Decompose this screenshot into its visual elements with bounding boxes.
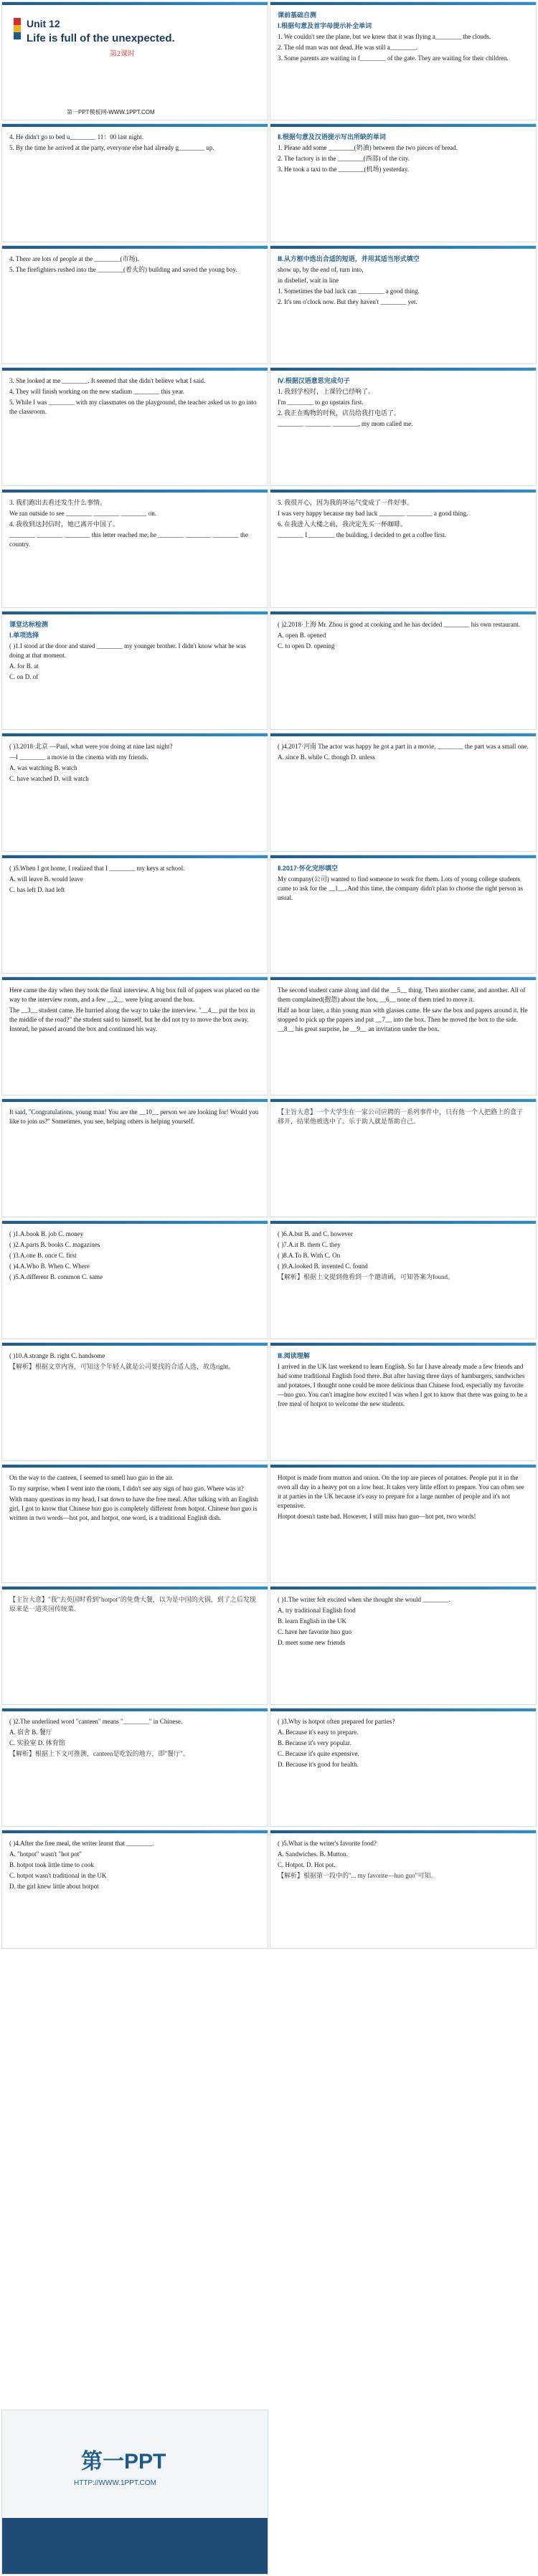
slide-line: Ⅳ.根据汉语意思完成句子: [278, 377, 350, 384]
slide-s7: [1, 367, 268, 486]
slide-line: Ⅰ.根据句意及首字母提示补全单词: [278, 22, 372, 30]
slide-line: C. have watched D. will watch: [9, 775, 89, 783]
slide-s23: [1, 1342, 268, 1461]
slide-line: Here came the day when they took the final interview. A big box full of papers was placed on the way to the interview room, and a few __2__ were lying around the box.: [9, 987, 260, 1004]
slide-line: 6. 在我进入大楼之前，我决定先买一杯咖啡。: [278, 521, 407, 528]
slide-s27: [1, 1586, 268, 1705]
slide-s28: [270, 1586, 537, 1705]
slide-line: ( )6.A.but B. and C. however: [278, 1230, 353, 1237]
end-logo: 第一PPT: [81, 2450, 166, 2473]
slide-line: ( )2.A.parts B. books C. magazines: [9, 1241, 100, 1249]
slide-line: Hotpot doesn't taste bad. However, I still miss huo guo—hot pot, two words!: [278, 1513, 476, 1521]
slide-s2: [270, 1, 537, 120]
slide-s9: [1, 489, 268, 608]
cover-slide: [1, 1, 268, 120]
slide-s15: [1, 855, 268, 974]
slide-line: With many questions in my head, I sat down to have the free meal. After talking with an English girl, I got to know that Chinese huo guo is completely different from hotpot. Chinese huo guo is written in two words—hot pot, and hotpot, one word, is a traditional English dish.: [9, 1496, 259, 1522]
slide-line: A. "hotpot" wasn't "hot pot": [9, 1850, 82, 1858]
slide-line: ( )4.2017·河南 The actor was happy he got a part in a movie, ________ the part was a small one.: [278, 743, 529, 750]
slide-s14: [270, 733, 537, 852]
slide-s21: [1, 1220, 268, 1339]
slide-line: Ⅱ.2017·怀化完形填空: [278, 865, 338, 872]
slide-s26: [270, 1464, 537, 1583]
slide-line: 【主旨大意】一个大学生在一家公司应聘的一系列事件中，只有他一个人把路上的盒子移开，结果他被选中了。乐于助人就是帮助自己。: [278, 1108, 524, 1126]
slide-line: A. Because it's easy to prepare.: [278, 1729, 359, 1736]
slide-line: I'm ________ to go upstairs first.: [278, 399, 364, 407]
slide-line: ( )3.A.one B. once C. first: [9, 1252, 77, 1260]
slide-line: ________ ________ ________ this letter reached me, he ________ ________ ________ the country.: [9, 531, 248, 548]
slide-s13: [1, 733, 268, 852]
end-band: [2, 2518, 268, 2575]
slide-line: 4. There are lots of people at the ________(市场).: [9, 255, 139, 262]
slide-line: 【解析】根据上文提到他看到一个邀请函，可知答案为found。: [278, 1273, 454, 1281]
slide-line: ( )3.2018·北京 —Paul, what were you doing at nine last night?: [9, 743, 173, 750]
slide-line: My company(公司) wanted to find someone to work for them. Lots of young college students came to ask for the __1__. And this time, the company didn't plan to choose the right person as usual.: [278, 875, 524, 902]
logo-mark: [14, 18, 21, 39]
slide-line: A. for B. at: [9, 662, 39, 670]
slide-line: C. Hotpot. D. Hot pot.: [278, 1861, 336, 1869]
slide-s10: [270, 489, 537, 608]
slide-line: ( )5.When I got home, I realized that I ________ my keys at school.: [9, 865, 185, 872]
slide-line: in disbelief, wait in line: [278, 277, 339, 285]
slide-line: D. Because it's good for health.: [278, 1761, 359, 1769]
slide-line: ( )9.A.looked B. invented C. found: [278, 1263, 368, 1270]
slide-line: 3. 我们跑出去看还发生什么事情。: [9, 499, 107, 506]
slide-s30: [270, 1708, 537, 1827]
end-slide: [1, 2410, 268, 2575]
slide-line: C. have her favorite huo guo: [278, 1628, 351, 1636]
slide-s12: [270, 611, 537, 730]
slide-s29: [1, 1708, 268, 1827]
slide-line: D. the girl knew little about hotpot: [9, 1883, 99, 1891]
slide-line: ( )5.A.different B. common C. same: [9, 1273, 103, 1281]
slide-s5: [1, 245, 268, 364]
slide-line: To my surprise, when I went into the room, I didn't see any sign of huo guo. Where was it?: [9, 1485, 244, 1493]
slide-line: I was very happy because my bad luck ________ ________ a good thing.: [278, 510, 468, 518]
slide-line: B. learn English in the UK: [278, 1617, 346, 1625]
slide-line: On the way to the canteen, I seemed to smell huo guo in the air.: [9, 1474, 174, 1481]
slide-line: Ⅰ.单项选择: [9, 632, 39, 640]
slide-line: 2. The old man was not dead. He was still a________.: [278, 44, 418, 52]
slide-s6: [270, 245, 537, 364]
slide-line: ( )2.The underlined word "canteen" means "________" in Chinese.: [9, 1718, 183, 1725]
slide-s25: [1, 1464, 268, 1583]
lesson-label: 第2课时: [110, 50, 135, 58]
slide-line: It said, "Congratulations, young man! You are the __10__ person we are looking for! Would you like to join us?" Sometimes, you see, helping others is helping yourself.: [9, 1108, 259, 1126]
slide-line: A. since B. while C. though D. unless: [278, 754, 375, 761]
slide-line: 5. While I was ________ with my classmates on the playground, the teacher asked us to go into the classroom.: [9, 399, 257, 416]
slide-line: Ⅲ.阅读理解: [278, 1352, 310, 1359]
slide-line: 【解析】根据上下文可推测，canteen是吃饭的地方，即"餐厅"。: [9, 1750, 189, 1758]
slide-line: 2. 我正在购物的时候，店员给我打电话了。: [278, 409, 401, 417]
slide-line: ( )4.A.Who B. When C. Where: [9, 1263, 90, 1270]
slide-line: C. 实验室 D. 体育馆: [9, 1739, 65, 1747]
slide-s20: [270, 1098, 537, 1217]
brand-label: 第一PPT模板网-WWW.1PPT.COM: [67, 109, 155, 115]
slide-line: 3. She looked at me ________. It seemed that she didn't believe what I said.: [9, 377, 206, 384]
slide-s11: [1, 611, 268, 730]
slide-line: 1. 我到学校时，上课铃已经响了。: [278, 388, 375, 396]
slide-line: —I ________ a movie in the cinema with my friends.: [9, 754, 148, 761]
slide-line: 【解析】根据文章内容，可知这个年轻人就是公司要找的合适人选，故选right。: [9, 1363, 235, 1371]
slide-line: The second student came along and did the __5__ thing. Then another came, and another. All of them complained(抱怨) about the box, __6__ none of them tried to move it.: [278, 987, 526, 1004]
slide-line: 3. He took a taxi to the ________(机场) yesterday.: [278, 166, 409, 174]
slide-line: C. to open D. opening: [278, 642, 335, 650]
slide-line: ( )10.A.strange B. right C. handsome: [9, 1352, 105, 1359]
slide-line: A. 宿舍 B. 餐厅: [9, 1729, 52, 1736]
slide-line: 1. We couldn't see the plane, but we knew that it was flying a________ the clouds.: [278, 33, 491, 41]
slide-line: 3. Some parents are waiting in f________ of the gate. They are waiting for their children.: [278, 54, 509, 62]
slide-line: 1. Sometimes the bad luck can ________ a good thing.: [278, 287, 420, 295]
slide-s17: [1, 976, 268, 1095]
slide-line: C. hotpot wasn't traditional in the UK: [9, 1872, 107, 1880]
slide-s19: [1, 1098, 268, 1217]
slide-line: A. Sandwiches. B. Mutton.: [278, 1850, 348, 1858]
slide-line: 5. By the time he arrived at the party, everyone else had already g________ up.: [9, 144, 214, 152]
slide-line: ( )1.A.book B. job C. money: [9, 1230, 84, 1237]
end-url: HTTP://WWW.1PPT.COM: [74, 2479, 156, 2487]
slide-line: ( )2.2018·上海 Mr. Zhou is good at cooking and he has decided ________ his own restaurant.: [278, 621, 520, 628]
slide-line: B. Because it's very popular.: [278, 1739, 351, 1747]
slide-line: 【主旨大意】"我"去英国时看到"hotpot"的免费大餐，以为是中国的火锅，到了之后发现原来是一道英国传统菜。: [9, 1596, 256, 1613]
slide-line: show up, by the end of, turn into,: [278, 266, 364, 274]
slide-s16: [270, 855, 537, 974]
slide-line: Hotpot is made from mutton and onion. On the top are pieces of potatoes. People put it in the oven all day in a heavy pot on a low heat. It takes very little effort to prepare. You can often see it at parties in the UK because it's easy to prepare for a large number of people and it's not expensive.: [278, 1474, 524, 1510]
slide-line: ________ ________ ________, my mom called me.: [278, 420, 413, 428]
slide-line: C. on D. of: [9, 673, 39, 681]
slide-line: ________ I ________ the building, I decided to get a coffee first.: [278, 531, 447, 539]
slide-line: Ⅲ.从方框中选出合适的短语，并用其适当形式填空: [278, 255, 420, 262]
slide-line: A. try traditional English food: [278, 1607, 356, 1615]
slide-line: 1. Please add some ________(奶油) between the two pieces of bread.: [278, 144, 458, 152]
slide-s3: [1, 123, 268, 242]
slide-line: ( )1.The writer felt excited when she thought she would ________.: [278, 1596, 450, 1603]
slide-line: 4. 我收到这封信时，她已离开中国了。: [9, 521, 120, 528]
slide-line: 4. He didn't go to bed u________ 11：00 last night.: [9, 133, 144, 141]
slide-line: 4. They will finish working on the new stadium ________ this year.: [9, 388, 185, 396]
slide-line: 2. It's ten o'clock now. But they haven't ________ yet.: [278, 298, 417, 306]
slide-line: I arrived in the UK last weekend to learn English. So far I have already made a few friends and had some traditional English food there. But after having three days of hamburgers, sandwiches and potatoes, I thought none could be more delicious than Chinese food, especially my favorite—huo guo. You can't imagine how excited I was when I got to know that there was going to be a free meal of hotpot to welcome the new students.: [278, 1363, 528, 1408]
slide-line: B. hotpot took little time to cook: [9, 1861, 94, 1869]
slide-line: ( )7.A.it B. them C. they: [278, 1241, 341, 1249]
slide-line: Ⅱ.根据句意及汉语提示写出所缺的单词: [278, 133, 386, 141]
slide-s8: [270, 367, 537, 486]
slide-line: ( )8.A.To B. With C. On: [278, 1252, 341, 1260]
slide-line: D. meet some new friends: [278, 1639, 346, 1647]
slide-line: ( )5.What is the writer's favorite food?: [278, 1840, 377, 1847]
slide-line: 5. 我很开心，因为我的坏运气变成了一件好事。: [278, 499, 414, 506]
slide-line: ( )3.Why is hotpot often prepared for parties?: [278, 1718, 395, 1725]
slide-line: A. was watching B. watch: [9, 764, 77, 772]
cover-title: Life is full of the unexpected.: [27, 32, 175, 44]
slide-s18: [270, 976, 537, 1095]
slide-line: 5. The firefighters rushed into the ________(着火的) building and saved the young boy.: [9, 266, 237, 274]
unit-label: Unit 12: [27, 18, 60, 29]
slide-s32: [270, 1830, 537, 1949]
slide-line: C. Because it's quite expensive.: [278, 1750, 359, 1758]
slide-line: C. has left D. had left: [9, 886, 65, 894]
slide-line: 课堂达标检测: [9, 621, 49, 628]
slide-line: ( )4.After the free meal, the writer learnt that ________.: [9, 1840, 154, 1847]
slide-s31: [1, 1830, 268, 1949]
slide-line: 课前基础自测: [278, 11, 317, 19]
slide-line: A. open B. opened: [278, 632, 326, 640]
slide-line: Half an hour later, a thin young man with glasses came. He saw the box and papers around it. He stopped to pick up the papers and put __7__ into the box. Then he moved the box to the side. __8__ his great surprise, he __9__ an invitation under the box.: [278, 1007, 528, 1033]
slide-s4: [270, 123, 537, 242]
slide-line: A. will leave B. would leave: [9, 875, 83, 883]
slide-line: We ran outside to see ________ ________ ________ on.: [9, 510, 157, 518]
slide-line: 【解析】根据第一段中的"... my favorite—huo guo"可知。: [278, 1872, 438, 1880]
slide-s22: [270, 1220, 537, 1339]
slide-line: 2. The factory is in the ________(西部) of the city.: [278, 155, 410, 163]
slide-line: The __3__ student came. He hurried along the way to take the interview. "__4__ put the box in the middle of the road?" the student said to himself, but he did not try to move the box away. Instead, he passed around the box and continued his way.: [9, 1007, 255, 1033]
slide-line: ( )1.I stood at the door and stared ________ my younger brother. I didn't know what he was doing at that moment.: [9, 642, 246, 660]
slide-s24: [270, 1342, 537, 1461]
